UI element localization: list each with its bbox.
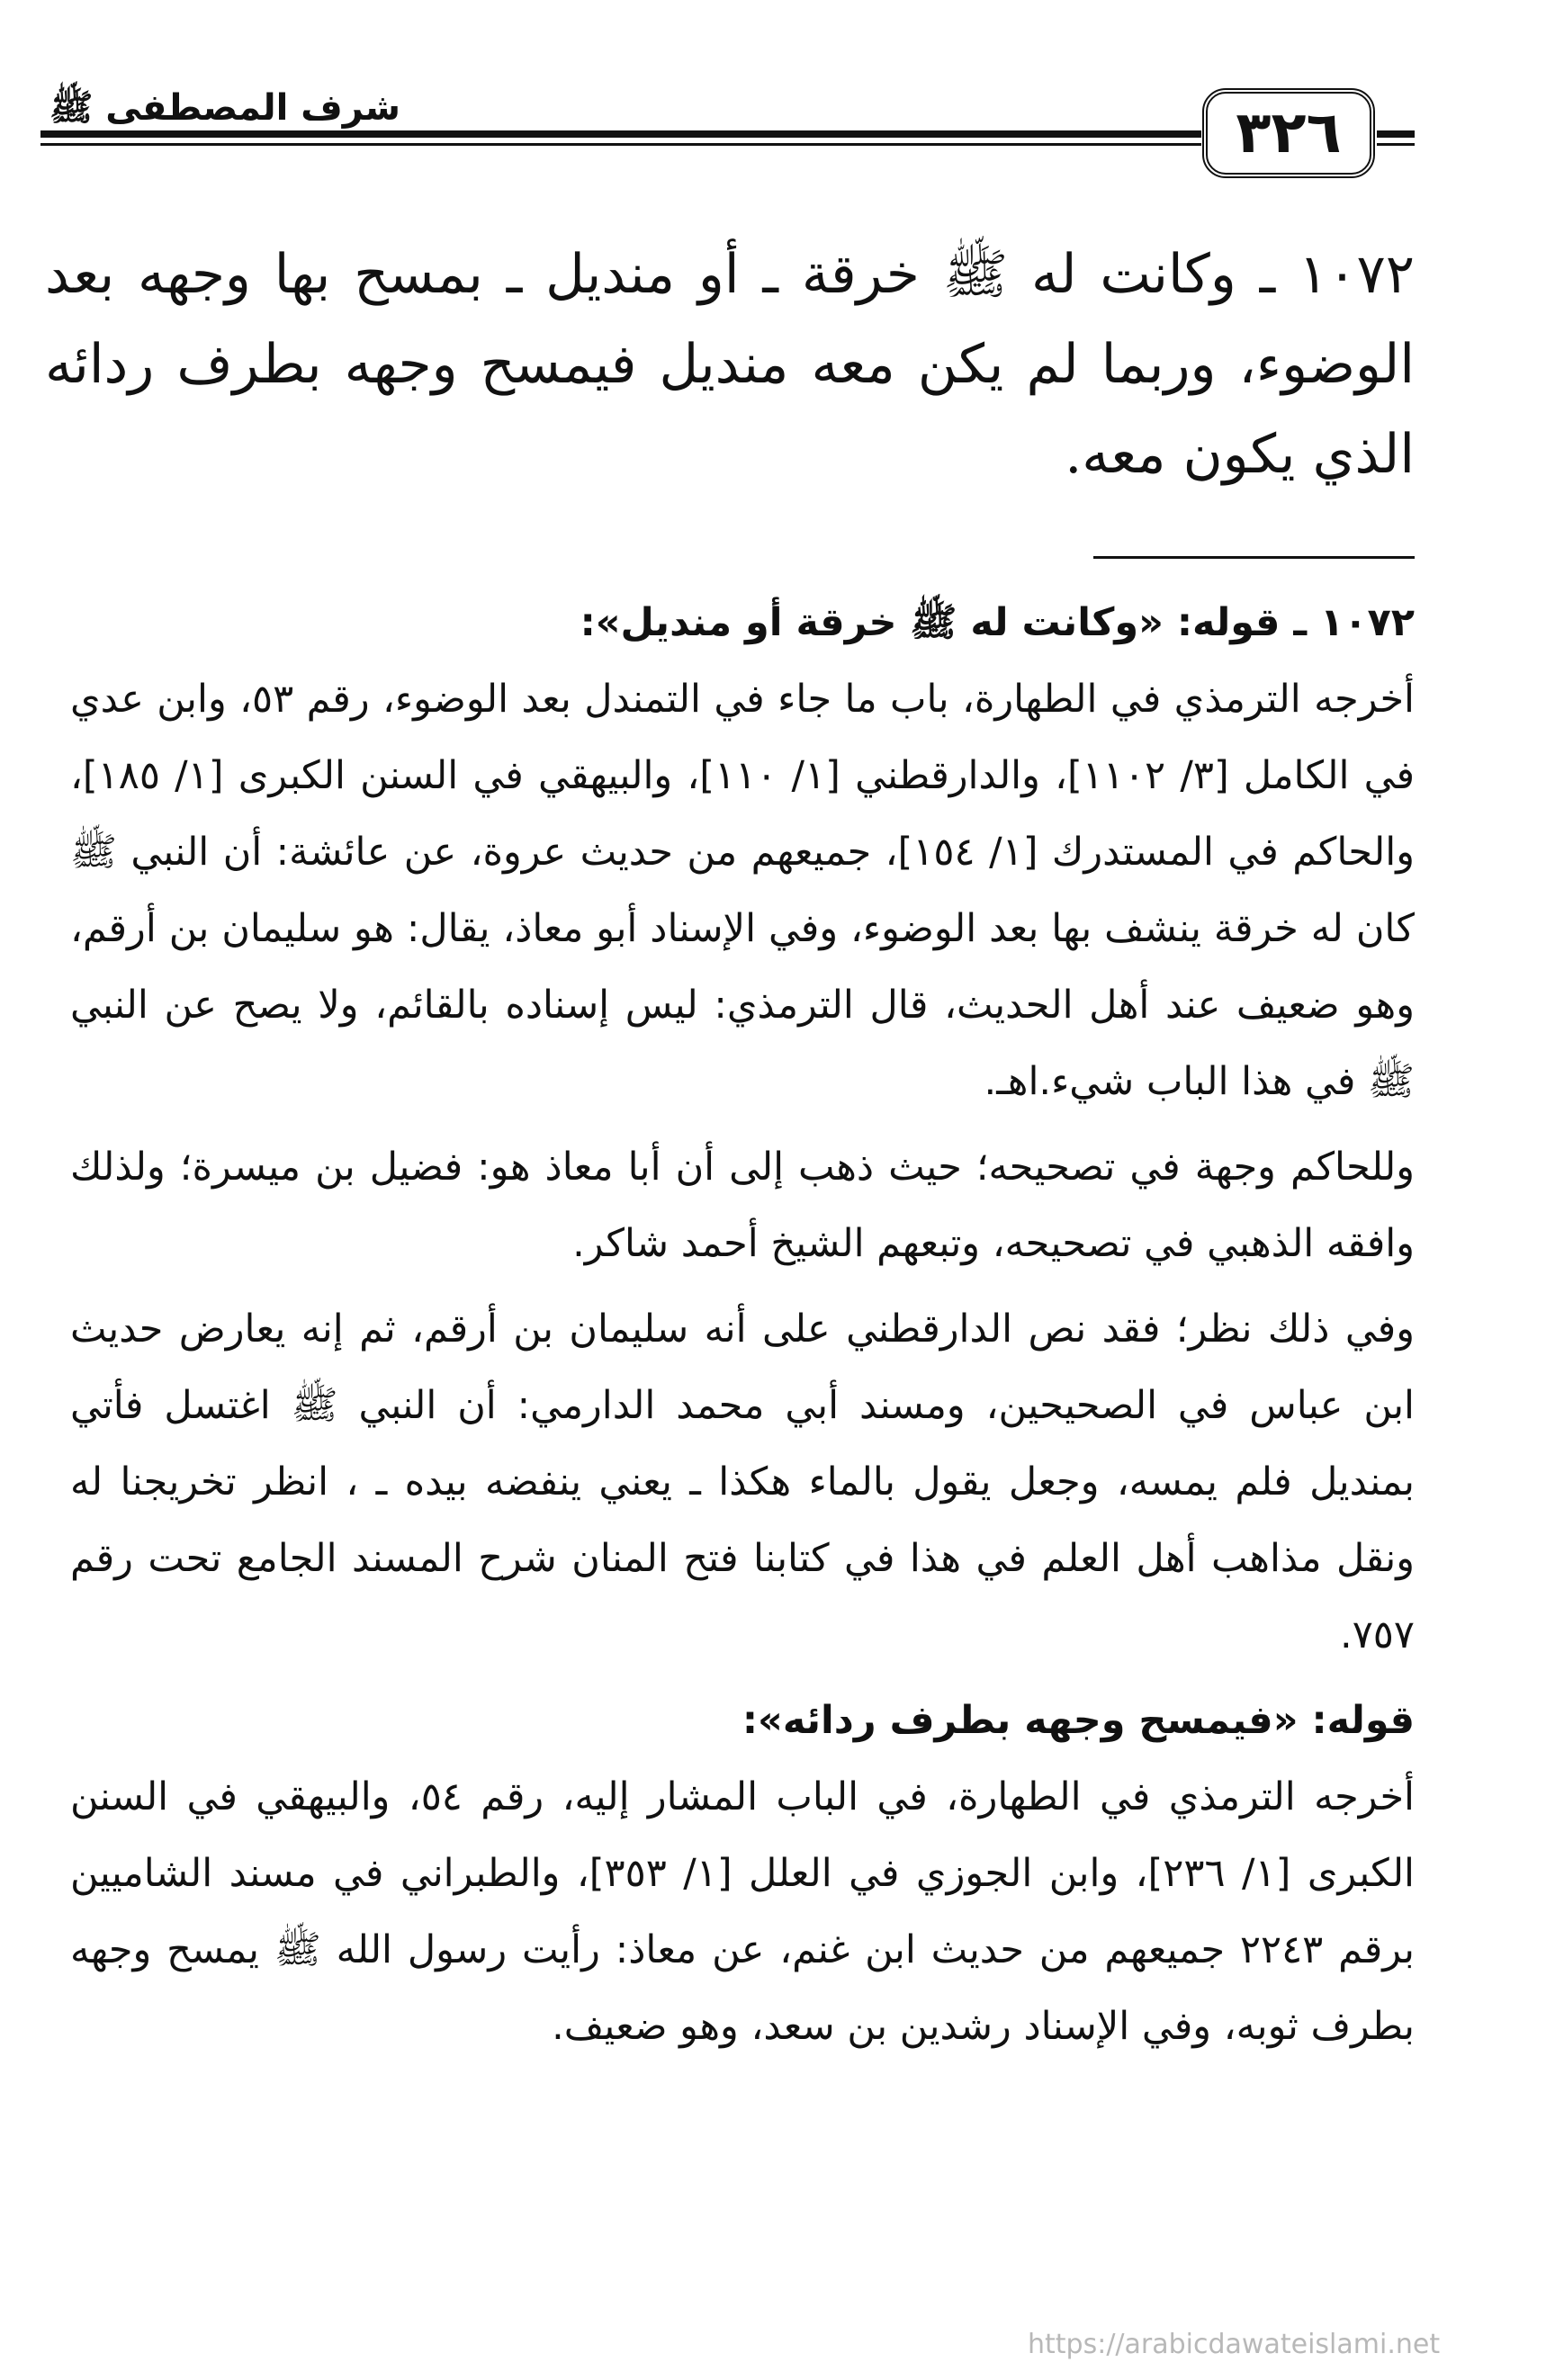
main-hadith-text: ١٠٧٢ ـ وكانت له ﷺ خرقة ـ أو منديل ـ بمسح بها وجهه بعد الوضوء، وربما لم يكن معه منديل فيمسح وجهه بطرف ردائه الذي يكون معه. [45, 243, 1416, 486]
header-rule-thick [40, 130, 1201, 138]
note-2-paragraph-1: أخرجه الترمذي في الطهارة، في الباب المشار إليه، رقم ٥٤، والبيهقي في السنن الكبرى [١/ ٢٣٦]، وابن الجوزي في العلل [١/ ٣٥٣]، والطبراني في مسند الشاميين برقم ٢٢٤٣ جميعهم من حديث ابن غنم، عن معاذ: رأيت رسول الله ﷺ يمسح وجهه بطرف ثوبه، وفي الإسناد رشدين بن سعد، وهو ضعيف. [70, 1774, 1416, 2049]
watermark-url: https://arabicdawateislami.net [1028, 2329, 1441, 2360]
note-1-paragraph-1: أخرجه الترمذي في الطهارة، باب ما جاء في التمندل بعد الوضوء، رقم ٥٣، وابن عدي في الكامل [٣/ ١١٠٢]، والدارقطني [١/ ١١٠]، والبيهقي في السنن الكبرى [١/ ١٨٥]، والحاكم في المستدرك [١/ ١٥٤]، جميعهم من حديث عروة، عن عائشة: أن النبي ﷺ كان له خرقة ينشف بها بعد الوضوء، وفي الإسناد أبو معاذ، يقال: هو سليمان بن أرقم، وهو ضعيف عند أهل الحديث، قال الترمذي: ليس إسناده بالقائم، ولا يصح عن النبي ﷺ في هذا الباب شيء.اهـ. [70, 677, 1416, 1104]
header-rule-right-thick [1377, 130, 1415, 138]
note-1-paragraph-2: وللحاكم وجهة في تصحيحه؛ حيث ذهب إلى أن أبا معاذ هو: فضيل بن ميسرة؛ ولذلك وافقه الذهبي في تصحيحه، وتبعهم الشيخ أحمد شاكر. [70, 1145, 1415, 1266]
footnote-separator [1093, 556, 1415, 559]
header-rule-right-thin [1377, 143, 1415, 146]
footnotes-section [70, 585, 1415, 2074]
note-1-paragraph-3: وفي ذلك نظر؛ فقد نص الدارقطني على أنه سليمان بن أرقم، ثم إنه يعارض حديث ابن عباس في الصحيحين، ومسند أبي محمد الدارمي: أن النبي ﷺ اغتسل فأتي بمنديل فلم يمسه، وجعل يقول بالماء هكذا ـ يعني ينفضه بيده ـ ، انظر تخريجنا له ونقل مذاهب أهل العلم في هذا في كتابنا فتح المنان شرح المسند الجامع تحت رقم ٧٥٧. [70, 1307, 1415, 1657]
page-header [0, 85, 1555, 202]
note-1-heading: ١٠٧٢ ـ قوله: «وكانت له ﷺ خرقة أو منديل»: [580, 600, 1415, 645]
note-2-heading: قوله: «فيمسح وجهه بطرف ردائه»: [742, 1698, 1415, 1743]
page-number-frame [1202, 88, 1375, 178]
page-number: ٣٢٦ [1236, 100, 1342, 166]
running-title: شرف المصطفى ﷺ [49, 87, 400, 129]
header-rule-thin [40, 143, 1201, 146]
